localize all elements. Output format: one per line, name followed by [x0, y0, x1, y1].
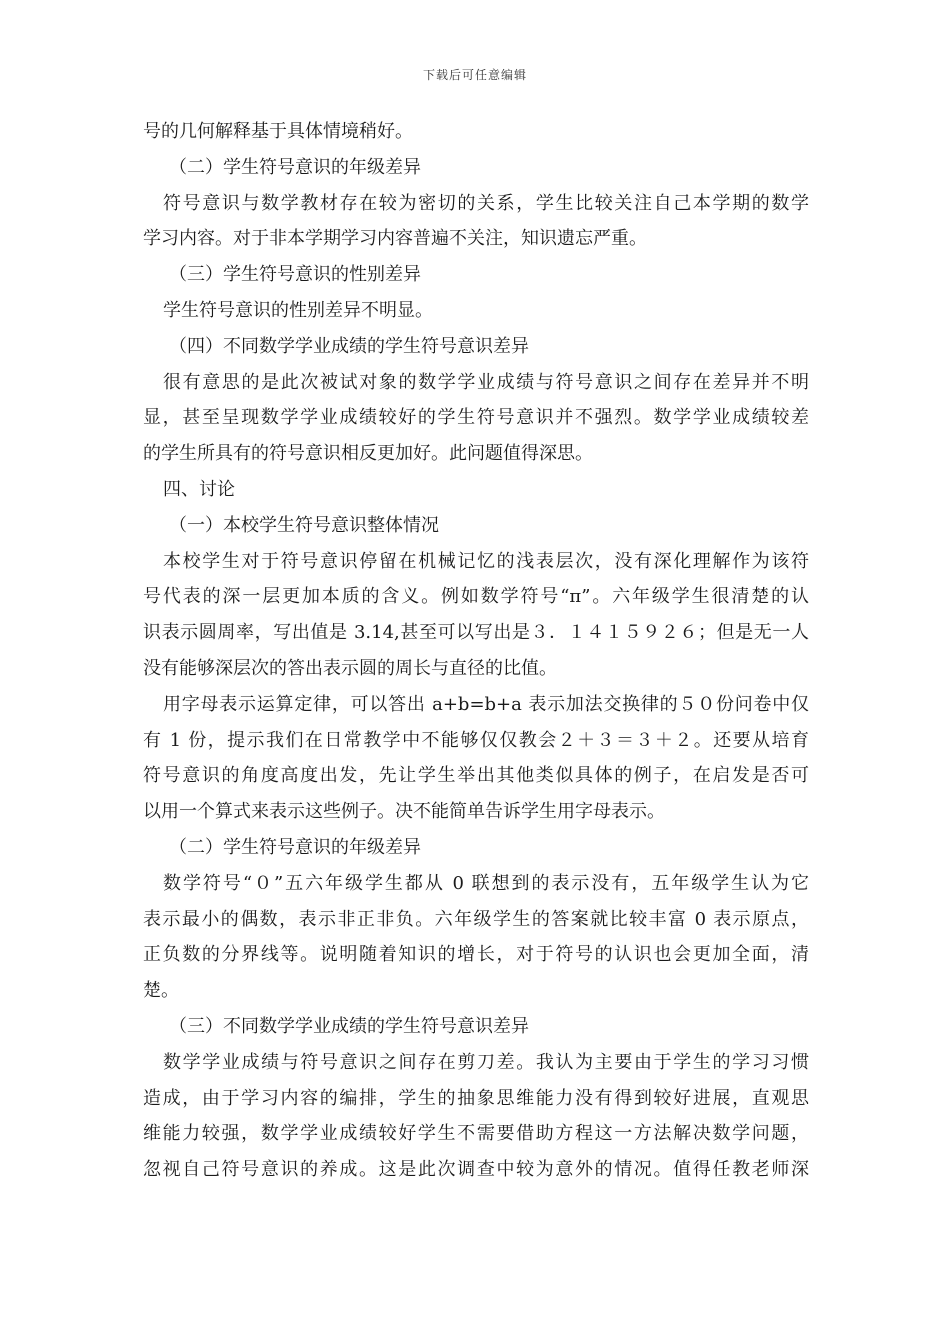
text-line: 表示最小的偶数，表示非正非负。六年级学生的答案就比较丰富 0 表示原点，: [143, 908, 809, 930]
text-line: 有 1 份，提示我们在日常教学中不能够仅仅教会２＋３＝３＋２。还要从培育: [143, 729, 809, 751]
document-body: [143, 114, 809, 1188]
text-line: 很有意思的是此次被试对象的数学学业成绩与符号意识之间存在差异并不明: [163, 371, 809, 393]
text-line: 楚。: [143, 980, 179, 1002]
text-line: 号的几何解释基于具体情境稍好。: [143, 121, 413, 142]
section-heading: （一）本校学生符号意识整体情况: [169, 514, 439, 536]
text-line: 维能力较强，数学学业成绩较好学生不需要借助方程这一方法解决数学问题，: [143, 1123, 809, 1145]
section-heading: （二）学生符号意识的年级差异: [169, 836, 421, 858]
text-line: 数学学业成绩与符号意识之间存在剪刀差。我认为主要由于学生的学习习惯: [163, 1051, 809, 1073]
text-line: 符号意识的角度高度出发，先让学生举出其他类似具体的例子，在启发是否可: [143, 765, 809, 787]
text-line: 造成，由于学习内容的编排，学生的抽象思维能力没有得到较好进展，直观思: [143, 1087, 809, 1109]
text-line: 四、讨论: [163, 478, 235, 500]
section-heading: （四）不同数学学业成绩的学生符号意识差异: [169, 335, 529, 357]
text-line: 没有能够深层次的答出表示圆的周长与直径的比值。: [143, 657, 557, 679]
text-line: 用字母表示运算定律，可以答出 a+b=b+a 表示加法交换律的５０份问卷中仅: [163, 693, 809, 715]
text-line: 学生符号意识的性别差异不明显。: [163, 299, 433, 321]
text-line: 数学符号“０”五六年级学生都从 0 联想到的表示没有，五年级学生认为它: [163, 872, 809, 894]
text-line: 的学生所具有的符号意识相反更加好。此问题值得深思。: [143, 443, 593, 465]
text-line: 显，甚至呈现数学学业成绩较好的学生符号意识并不强烈。数学学业成绩较差: [143, 407, 809, 429]
text-line: 识表示圆周率，写出值是 3.14,甚至可以写出是３．１４１５９２６；但是无一人: [143, 622, 809, 644]
section-heading: （三）不同数学学业成绩的学生符号意识差异: [169, 1015, 529, 1037]
text-line: 号代表的深一层更加本质的含义。例如数学符号“π”。六年级学生很清楚的认: [143, 586, 809, 608]
page-header: 下载后可任意编辑: [422, 68, 527, 82]
text-line: 以用一个算式来表示这些例子。决不能简单告诉学生用字母表示。: [143, 801, 665, 823]
text-line: 符号意识与数学教材存在较为密切的关系，学生比较关注自己本学期的数学: [163, 192, 809, 214]
text-line: 正负数的分界线等。说明随着知识的增长，对于符号的认识也会更加全面，清: [143, 944, 809, 966]
text-line: 学习内容。对于非本学期学习内容普遍不关注，知识遗忘严重。: [143, 228, 647, 250]
section-heading: （三）学生符号意识的性别差异: [169, 264, 421, 286]
section-heading: （二）学生符号意识的年级差异: [169, 156, 421, 178]
text-line: 本校学生对于符号意识停留在机械记忆的浅表层次，没有深化理解作为该符: [163, 550, 809, 572]
text-line: 忽视自己符号意识的养成。这是此次调查中较为意外的情况。值得任教老师深: [143, 1159, 809, 1181]
